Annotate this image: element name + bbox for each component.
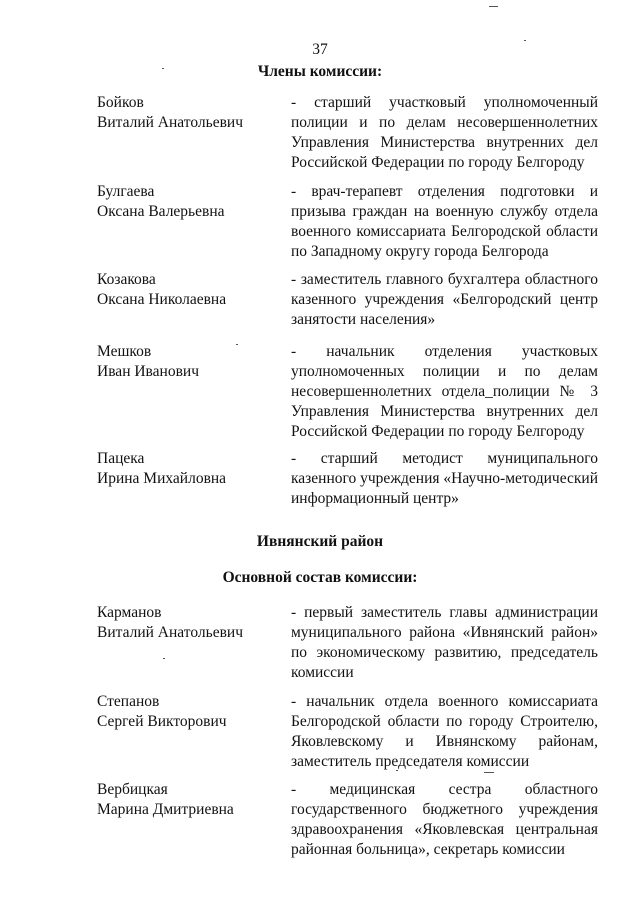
scan-speck [489, 6, 498, 7]
member-given-name: Иван Иванович [97, 363, 199, 380]
member-surname: Мешков [97, 343, 152, 360]
page-number: 37 [312, 41, 328, 58]
member-name [97, 270, 272, 310]
member-name [97, 449, 272, 489]
member-name [97, 182, 272, 222]
member-surname: Карманов [97, 604, 162, 621]
member-surname: Степанов [97, 693, 160, 710]
member-role: - заместитель главного бухгалтера областного казенного учреждения «Белгородский центр занятости населения» [291, 271, 598, 328]
scan-speck [163, 658, 165, 659]
member-role: - старший участковый уполномоченный полиции и по делам несовершеннолетних Управления Министерства внутренних дел Российской Федерации по городу Белгороду [291, 94, 598, 171]
member-surname: Козакова [97, 271, 156, 288]
members-heading: Члены комиссии: [257, 63, 383, 80]
member-role: - медицинская сестра областного государственного бюджетного учреждения здравоохранения «Яковлевская центральная районная больница», секретарь комиссии [291, 781, 598, 858]
district-heading: Ивнянский район [256, 533, 384, 550]
member-surname: Бойков [97, 94, 144, 111]
member-given-name: Виталий Анатольевич [97, 624, 243, 641]
scan-speck [396, 770, 398, 771]
member-role: - начальник отделения участковых уполномоченных полиции и по делам несовершеннолетних отдела_полиции № 3 Управления Министерства внутренних дел Российской Федерации по городу Белгороду [291, 343, 598, 440]
member-name [97, 603, 272, 643]
member-given-name: Оксана Николаевна [97, 291, 227, 308]
member-role: - врач-терапевт отделения подготовки и призыва граждан на военную службу отдела военного комиссариата Белгородской области по Западному округу города Белгорода [291, 183, 598, 260]
member-given-name: Виталий Анатольевич [97, 114, 243, 131]
member-role: - первый заместитель главы администрации муниципального района «Ивнянский район» по экономическому развитию, председатель комиссии [291, 604, 598, 681]
member-role: - начальник отдела военного комиссариата Белгородской области по городу Строителю, Яковлевскому и Ивнянскому районам, заместитель председателя комиссии [291, 693, 598, 770]
member-given-name: Марина Дмитриевна [97, 801, 234, 818]
member-name [97, 692, 272, 732]
main-composition-heading: Основной состав комиссии: [222, 569, 418, 586]
scan-speck [236, 344, 238, 345]
member-given-name: Сергей Викторович [97, 713, 227, 730]
scan-speck [524, 40, 526, 41]
member-surname: Булгаева [97, 183, 155, 200]
member-name [97, 342, 272, 382]
member-name [97, 780, 272, 820]
member-surname: Пацека [97, 450, 145, 467]
member-role: - старший методист муниципального казенного учреждения «Научно-методический информационный центр» [291, 450, 598, 507]
member-name [97, 93, 272, 133]
member-given-name: Оксана Валерьевна [97, 203, 225, 220]
scan-speck [484, 772, 494, 773]
scan-speck [162, 68, 164, 69]
member-given-name: Ирина Михайловна [97, 470, 227, 487]
member-surname: Вербицкая [97, 781, 168, 798]
